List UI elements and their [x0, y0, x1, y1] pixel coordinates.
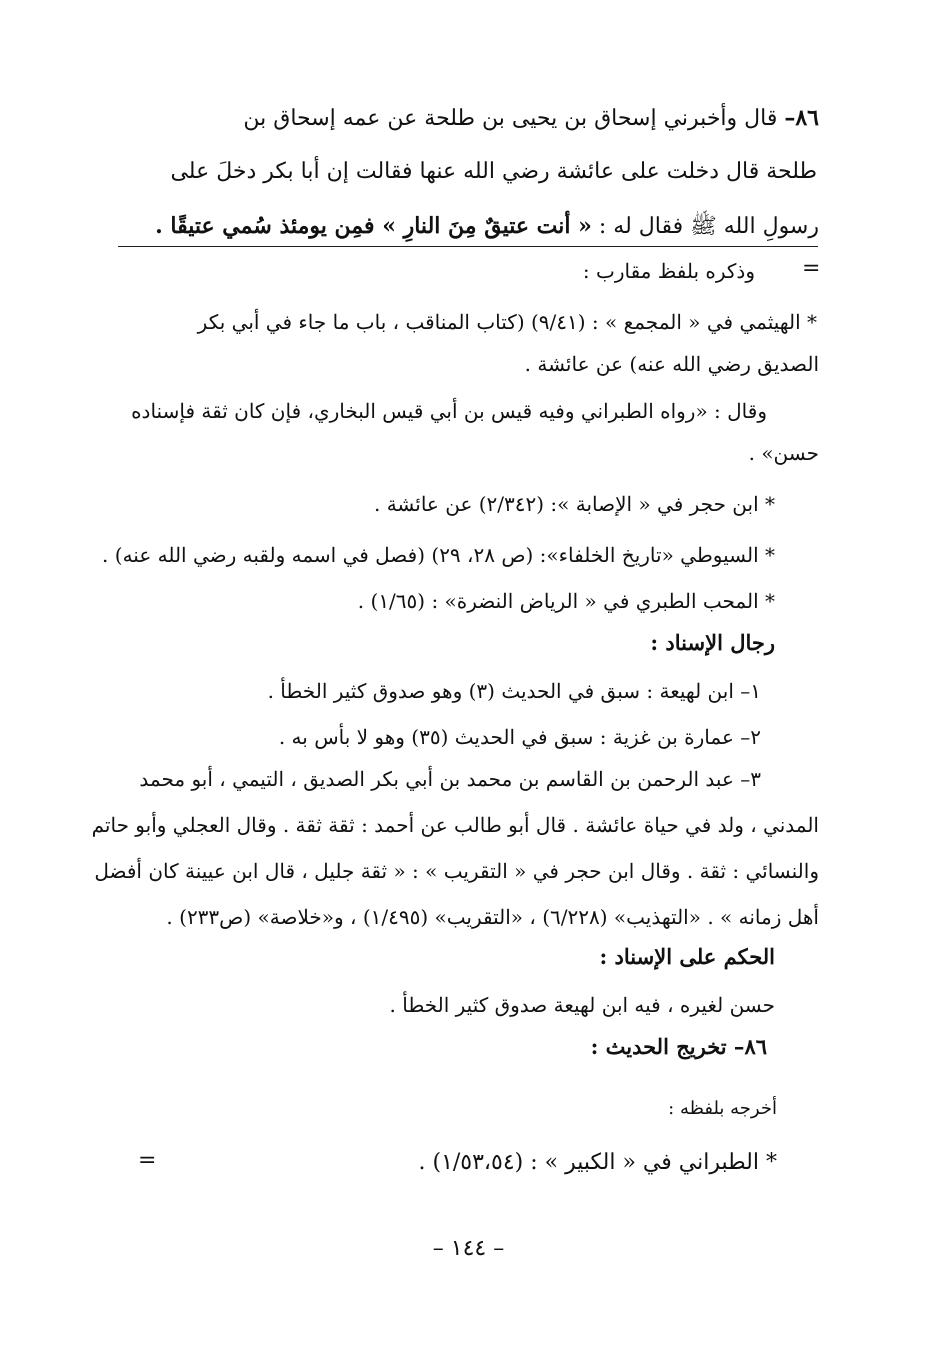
rijal-narrator-3-line-1: ٣– عبد الرحمن بن القاسم بن محمد بن أبي بكر الصديق ، التيمي ، أبو محمد [139, 767, 761, 791]
rijal-heading: رجال الإسناد : [650, 630, 775, 655]
continuation-mark-bottom: = [138, 1148, 157, 1173]
hadith-line-3 [155, 204, 819, 249]
rijal-narrator-1: ١– ابن لهيعة : سبق في الحديث (٣) وهو صدوق كثير الخطأ . [267, 679, 761, 703]
suyuti-ref: * السيوطي «تاريخ الخلفاء»: (ص ٢٨، ٢٩) (فصل في اسمه ولقبه رضي الله عنه) . [102, 543, 775, 567]
hadith-line-1 [243, 96, 819, 141]
takhrij-intro: وذكره بلفظ مقارب : [582, 259, 755, 283]
continuation-mark-top: = [802, 256, 821, 281]
muhib-ref: * المحب الطبري في « الرياض النضرة» : (١/٦٥) . [357, 589, 775, 613]
takhrij-intro-2: أخرجه بلفظه : [668, 1098, 777, 1119]
hukm-heading: الحكم على الإسناد : [599, 944, 775, 969]
qal-line-2: حسن» . [748, 441, 819, 465]
footnote-separator [118, 246, 818, 247]
hadith-line-2: طلحة قال دخلت على عائشة رضي الله عنها فقالت إن أبا بكر دخلَ على [170, 159, 817, 184]
hukm-text: حسن لغيره ، فيه ابن لهيعة صدوق كثير الخطأ . [389, 993, 775, 1017]
hadith-matn-bold: « أنت عتيقٌ مِنَ النارِ » فمِن يومئذ سُمي عتيقًا . [155, 213, 592, 239]
qal-line-1: وقال : «رواه الطبراني وفيه قيس بن أبي قيس البخاري، فإن كان ثقة فإسناده [131, 399, 767, 423]
hadith-line-1-text: قال وأخبرني إسحاق بن يحيى بن طلحة عن عمه إسحاق بن [243, 106, 785, 131]
tabarani-ref: * الطبراني في « الكبير » : (١/٥٣،٥٤) . [418, 1150, 777, 1175]
ibn-hajar-ref: * ابن حجر في « الإصابة »: (٢/٣٤٢) عن عائشة . [373, 492, 775, 516]
haythami-line-1: * الهيثمي في « المجمع » : (٩/٤١) (كتاب المناقب ، باب ما جاء في أبي بكر [197, 310, 817, 334]
rijal-narrator-3-line-3: والنسائي : ثقة . وقال ابن حجر في « التقريب » : « ثقة جليل ، قال ابن عيينة كان أفضل [94, 859, 819, 883]
takhrij-heading: ٨٦– تخريج الحديث : [590, 1034, 767, 1059]
rijal-narrator-2: ٢– عمارة بن غزية : سبق في الحديث (٣٥) وهو لا بأس به . [278, 725, 761, 749]
rijal-narrator-3-line-4: أهل زمانه » . «التهذيب» (٦/٢٢٨) ، «التقريب» (١/٤٩٥) ، و«خلاصة» (ص٢٣٣) . [166, 905, 819, 929]
haythami-line-2: الصديق رضي الله عنه) عن عائشة . [524, 352, 819, 376]
page-number: – ١٤٤ – [432, 1236, 505, 1261]
hadith-line-3-text: رسولِ الله ﷺ فقال له : [591, 214, 819, 239]
hadith-number: ٨٦– [784, 105, 819, 131]
rijal-narrator-3-line-2: المدني ، ولد في حياة عائشة . قال أبو طالب عن أحمد : ثقة ثقة . وقال العجلي وأبو حاتم [91, 813, 819, 837]
